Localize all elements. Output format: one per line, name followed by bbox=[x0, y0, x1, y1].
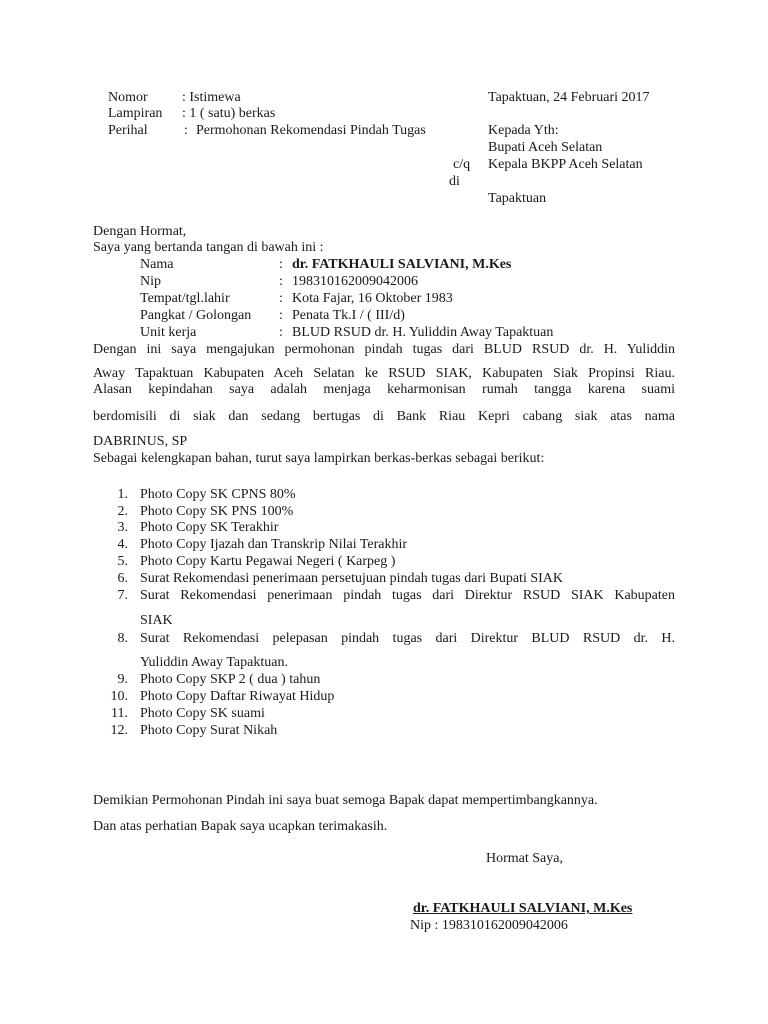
list-item: Photo Copy Ijazah dan Transkrip Nilai Terakhir bbox=[140, 537, 408, 552]
regards: Hormat Saya, bbox=[486, 851, 563, 866]
closing-line-1: Demikian Permohonan Pindah ini saya buat semoga Bapak dapat mempertimbangkannya. bbox=[93, 793, 598, 808]
recipient-place: Tapaktuan bbox=[488, 191, 547, 206]
identity-colon: : bbox=[279, 274, 283, 289]
list-item-number: 1. bbox=[117, 487, 128, 502]
list-item: Photo Copy SK PNS 100% bbox=[140, 504, 294, 519]
list-item-number: 5. bbox=[117, 554, 128, 569]
list-item: Surat Rekomendasi penerimaan persetujuan pindah tugas dari Bupati SIAK bbox=[140, 571, 564, 586]
list-item-continuation: Yuliddin Away Tapaktuan. bbox=[140, 655, 288, 670]
identity-colon: : bbox=[279, 257, 283, 272]
identity-colon: : bbox=[279, 308, 283, 323]
perihal-label: Perihal bbox=[108, 123, 148, 138]
list-item-number: 11. bbox=[111, 706, 128, 721]
identity-label-pangkat: Pangkat / Golongan bbox=[140, 308, 252, 323]
list-item: Photo Copy Surat Nikah bbox=[140, 723, 278, 738]
body-line-3: Alasan kepindahan saya adalah menjaga keharmonisan rumah tangga karena suami bbox=[93, 382, 675, 397]
body-line-6: Sebagai kelengkapan bahan, turut saya lampirkan berkas-berkas sebagai berikut: bbox=[93, 451, 545, 466]
closing-line-2: Dan atas perhatian Bapak saya ucapkan terimakasih. bbox=[93, 819, 388, 834]
recipient-kepada: Kepada Yth: bbox=[488, 123, 559, 138]
list-item-number: 6. bbox=[117, 571, 128, 586]
identity-value-nip: 198310162009042006 bbox=[292, 274, 418, 289]
identity-value-ttl: Kota Fajar, 16 Oktober 1983 bbox=[292, 291, 453, 306]
list-item: Photo Copy Kartu Pegawai Negeri ( Karpeg ) bbox=[140, 554, 396, 569]
list-item: Photo Copy SKP 2 ( dua ) tahun bbox=[140, 672, 321, 687]
identity-label-nama: Nama bbox=[140, 257, 174, 272]
body-line-1: Dengan ini saya mengajukan permohonan pindah tugas dari BLUD RSUD dr. H. Yuliddin bbox=[93, 342, 675, 357]
identity-colon: : bbox=[279, 291, 283, 306]
identity-value-unit: BLUD RSUD dr. H. Yuliddin Away Tapaktuan bbox=[292, 325, 554, 340]
identity-label-unit: Unit kerja bbox=[140, 325, 197, 340]
list-item: Surat Rekomendasi penerimaan pindah tugas dari Direktur RSUD SIAK Kabupaten bbox=[140, 588, 675, 603]
perihal-colon: : bbox=[184, 123, 188, 138]
list-item-number: 9. bbox=[117, 672, 128, 687]
lampiran-label: Lampiran bbox=[108, 106, 163, 121]
identity-colon: : bbox=[279, 325, 283, 340]
recipient-cq: c/q bbox=[453, 157, 471, 172]
signer-nip: Nip : 198310162009042006 bbox=[410, 918, 568, 933]
list-item-number: 12. bbox=[110, 723, 128, 738]
recipient-line1: Bupati Aceh Selatan bbox=[488, 140, 603, 155]
list-item-number: 4. bbox=[117, 537, 128, 552]
perihal-value: Permohonan Rekomendasi Pindah Tugas bbox=[196, 123, 426, 138]
place-date: Tapaktuan, 24 Februari 2017 bbox=[488, 90, 650, 105]
body-line-4: berdomisili di siak dan sedang bertugas di Bank Riau Kepri cabang siak atas nama bbox=[93, 409, 675, 424]
list-item-number: 7. bbox=[117, 588, 128, 603]
list-item: Surat Rekomendasi pelepasan pindah tugas dari Direktur BLUD RSUD dr. H. bbox=[140, 631, 675, 646]
salutation: Dengan Hormat, bbox=[93, 224, 187, 239]
signer-name: dr. FATKHAULI SALVIANI, M.Kes bbox=[413, 901, 633, 916]
intro-line: Saya yang bertanda tangan di bawah ini : bbox=[93, 240, 324, 255]
body-line-5: DABRINUS, SP bbox=[93, 434, 188, 449]
list-item-number: 10. bbox=[110, 689, 128, 704]
identity-label-ttl: Tempat/tgl.lahir bbox=[140, 291, 230, 306]
list-item: Photo Copy SK suami bbox=[140, 706, 265, 721]
identity-label-nip: Nip bbox=[140, 274, 161, 289]
list-item: Photo Copy Daftar Riwayat Hidup bbox=[140, 689, 335, 704]
list-item-number: 2. bbox=[117, 504, 128, 519]
list-item: Photo Copy SK CPNS 80% bbox=[140, 487, 296, 502]
nomor-value: : Istimewa bbox=[182, 90, 241, 105]
list-item-continuation: SIAK bbox=[140, 613, 173, 628]
list-item: Photo Copy SK Terakhir bbox=[140, 520, 279, 535]
list-item-number: 8. bbox=[117, 631, 128, 646]
list-item-number: 3. bbox=[117, 520, 128, 535]
lampiran-value: : 1 ( satu) berkas bbox=[182, 106, 276, 121]
body-line-2: Away Tapaktuan Kabupaten Aceh Selatan ke RSUD SIAK, Kabupaten Siak Propinsi Riau. bbox=[93, 366, 675, 381]
nomor-label: Nomor bbox=[108, 90, 148, 105]
recipient-line2: Kepala BKPP Aceh Selatan bbox=[488, 157, 643, 172]
recipient-di: di bbox=[449, 174, 460, 189]
identity-value-nama: dr. FATKHAULI SALVIANI, M.Kes bbox=[292, 257, 512, 272]
identity-value-pangkat: Penata Tk.I / ( III/d) bbox=[292, 308, 405, 323]
